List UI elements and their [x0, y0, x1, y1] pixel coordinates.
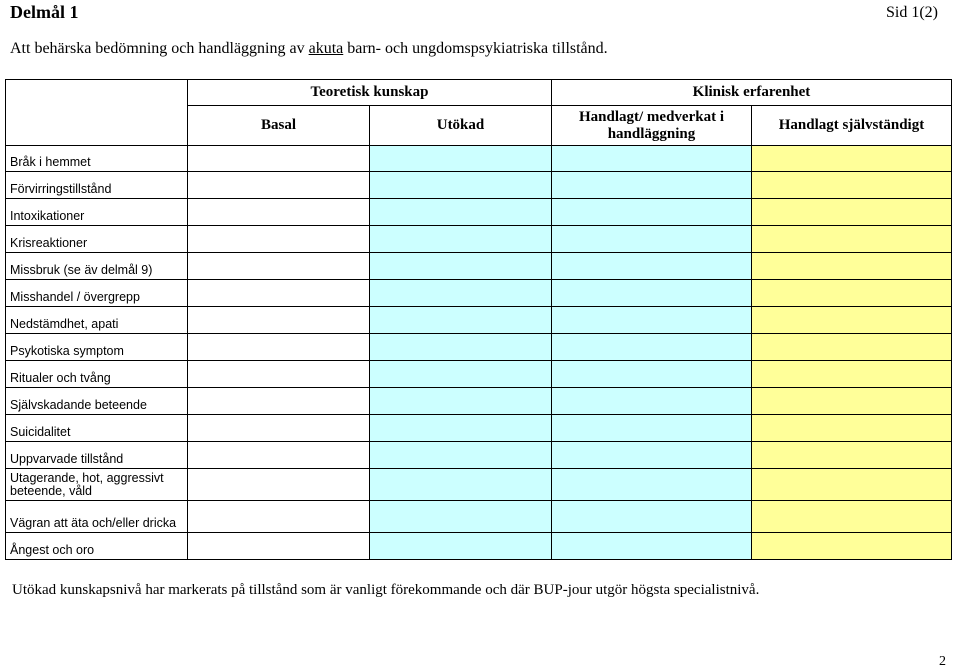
utokad-cell[interactable]: [370, 146, 552, 172]
handlagt-sjalvstandigt-cell[interactable]: [752, 199, 952, 226]
subtitle: [10, 40, 608, 58]
basal-cell[interactable]: [188, 199, 370, 226]
utokad-cell[interactable]: [370, 334, 552, 361]
row-label: Nedstämdhet, apati: [6, 307, 188, 334]
handlagt-sjalvstandigt-cell[interactable]: [752, 469, 952, 501]
basal-cell[interactable]: [188, 442, 370, 469]
handlagt-medverkat-cell[interactable]: [552, 533, 752, 560]
basal-cell[interactable]: [188, 415, 370, 442]
handlagt-sjalvstandigt-cell[interactable]: [752, 280, 952, 307]
table-row: [6, 415, 952, 442]
row-label: Misshandel / övergrepp: [6, 280, 188, 307]
utokad-column-header: Utökad: [370, 106, 552, 146]
handlagt-medverkat-cell[interactable]: [552, 388, 752, 415]
table-body: [6, 146, 952, 560]
handlagt-medverkat-cell[interactable]: [552, 501, 752, 533]
utokad-cell[interactable]: [370, 199, 552, 226]
handlagt-medverkat-cell[interactable]: [552, 307, 752, 334]
table-row: [6, 199, 952, 226]
row-label: Intoxikationer: [6, 199, 188, 226]
handlagt-medverkat-cell[interactable]: [552, 415, 752, 442]
table-row: [6, 146, 952, 172]
basal-cell[interactable]: [188, 307, 370, 334]
table-row: [6, 501, 952, 533]
row-label: Missbruk (se äv delmål 9): [6, 253, 188, 280]
table-row: [6, 226, 952, 253]
utokad-cell[interactable]: [370, 253, 552, 280]
handlagt-sjalvstandigt-cell[interactable]: [752, 307, 952, 334]
goal-table: [5, 79, 952, 560]
corner-cell: [6, 80, 188, 146]
handlagt-medverkat-cell[interactable]: [552, 146, 752, 172]
basal-cell[interactable]: [188, 334, 370, 361]
basal-column-header: Basal: [188, 106, 370, 146]
handlagt-sjalvstandigt-cell[interactable]: [752, 226, 952, 253]
row-label: Utagerande, hot, aggressivt beteende, våld: [6, 469, 188, 501]
utokad-cell[interactable]: [370, 280, 552, 307]
basal-cell[interactable]: [188, 226, 370, 253]
utokad-cell[interactable]: [370, 226, 552, 253]
subtitle-after: barn- och ungdomspsykiatriska tillstånd.: [343, 40, 608, 57]
handlagt-sjalvstandigt-column-header: Handlagt självständigt: [752, 106, 952, 146]
clinical-group-header: Klinisk erfarenhet: [552, 80, 952, 106]
utokad-cell[interactable]: [370, 442, 552, 469]
table-row: [6, 442, 952, 469]
basal-cell[interactable]: [188, 533, 370, 560]
table-row: [6, 253, 952, 280]
table-row: [6, 388, 952, 415]
handlagt-medverkat-cell[interactable]: [552, 172, 752, 199]
table-row: [6, 280, 952, 307]
handlagt-medverkat-column-header: Handlagt/ medverkat i handläggning: [552, 106, 752, 146]
row-label: Självskadande beteende: [6, 388, 188, 415]
utokad-cell[interactable]: [370, 361, 552, 388]
table-row: [6, 361, 952, 388]
handlagt-sjalvstandigt-cell[interactable]: [752, 172, 952, 199]
handlagt-medverkat-cell[interactable]: [552, 469, 752, 501]
row-label: Vägran att äta och/eller dricka: [6, 501, 188, 533]
table-row: [6, 533, 952, 560]
row-label: Suicidalitet: [6, 415, 188, 442]
table-row: [6, 307, 952, 334]
basal-cell[interactable]: [188, 469, 370, 501]
basal-cell[interactable]: [188, 280, 370, 307]
handlagt-medverkat-cell[interactable]: [552, 361, 752, 388]
handlagt-sjalvstandigt-cell[interactable]: [752, 388, 952, 415]
handlagt-sjalvstandigt-cell[interactable]: [752, 501, 952, 533]
basal-cell[interactable]: [188, 146, 370, 172]
utokad-cell[interactable]: [370, 469, 552, 501]
utokad-cell[interactable]: [370, 501, 552, 533]
utokad-cell[interactable]: [370, 172, 552, 199]
row-label: Psykotiska symptom: [6, 334, 188, 361]
basal-cell[interactable]: [188, 501, 370, 533]
handlagt-medverkat-cell[interactable]: [552, 253, 752, 280]
handlagt-sjalvstandigt-cell[interactable]: [752, 361, 952, 388]
subtitle-underlined: akuta: [308, 40, 344, 57]
page-number: Sid 1(2): [886, 4, 938, 21]
row-label: Bråk i hemmet: [6, 146, 188, 172]
handlagt-sjalvstandigt-cell[interactable]: [752, 442, 952, 469]
handlagt-medverkat-cell[interactable]: [552, 442, 752, 469]
handlagt-sjalvstandigt-cell[interactable]: [752, 334, 952, 361]
subtitle-before: Att behärska bedömning och handläggning av: [10, 40, 309, 57]
basal-cell[interactable]: [188, 361, 370, 388]
handlagt-sjalvstandigt-cell[interactable]: [752, 146, 952, 172]
handlagt-medverkat-cell[interactable]: [552, 334, 752, 361]
utokad-cell[interactable]: [370, 415, 552, 442]
footer-page-number: 2: [939, 654, 946, 669]
handlagt-sjalvstandigt-cell[interactable]: [752, 253, 952, 280]
row-label: Uppvarvade tillstånd: [6, 442, 188, 469]
handlagt-medverkat-cell[interactable]: [552, 226, 752, 253]
row-label: Ångest och oro: [6, 533, 188, 560]
basal-cell[interactable]: [188, 172, 370, 199]
handlagt-sjalvstandigt-cell[interactable]: [752, 533, 952, 560]
basal-cell[interactable]: [188, 253, 370, 280]
table-row: [6, 172, 952, 199]
page-title: Delmål 1: [10, 2, 79, 22]
handlagt-medverkat-cell[interactable]: [552, 280, 752, 307]
table-row: [6, 469, 952, 501]
theory-group-header: Teoretisk kunskap: [188, 80, 552, 106]
handlagt-medverkat-cell[interactable]: [552, 199, 752, 226]
utokad-cell[interactable]: [370, 388, 552, 415]
handlagt-sjalvstandigt-cell[interactable]: [752, 415, 952, 442]
row-label: Ritualer och tvång: [6, 361, 188, 388]
footnote: Utökad kunskapsnivå har markerats på tillstånd som är vanligt förekommande och där BUP-jour utgör högsta specialistnivå.: [12, 582, 760, 598]
row-label: Krisreaktioner: [6, 226, 188, 253]
utokad-cell[interactable]: [370, 307, 552, 334]
row-label: Förvirringstillstånd: [6, 172, 188, 199]
table-row: [6, 334, 952, 361]
basal-cell[interactable]: [188, 388, 370, 415]
utokad-cell[interactable]: [370, 533, 552, 560]
